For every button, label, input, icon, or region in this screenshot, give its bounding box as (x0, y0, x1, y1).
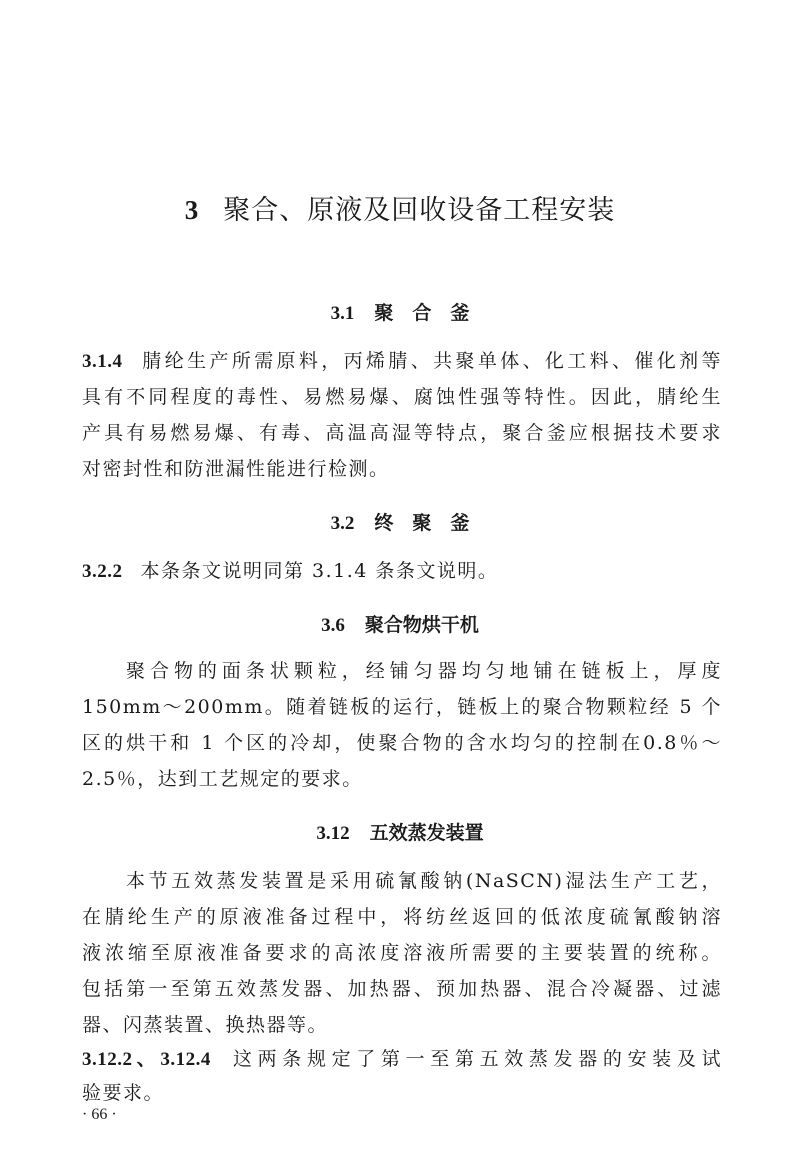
section-3-12-line-2: 在腈纶生产的原液准备过程中，将纺丝返回的低浓度硫氰酸钠溶 (82, 906, 722, 928)
section-3-6-line-4: 2.5％，达到工艺规定的要求。 (82, 768, 363, 790)
section-3-6-line-1: 聚合物的面条状颗粒，经铺匀器均匀地铺在链板上，厚度 (126, 660, 722, 682)
section-heading-3-2: 3.2 终 聚 釜 (330, 512, 470, 534)
section-heading-3-12: 3.12 五效蒸发装置 (316, 822, 484, 844)
chapter-title-text: 聚合、原液及回收设备工程安装 (223, 195, 616, 226)
clause-3-1-4-line-4: 对密封性和防泄漏性能进行检测。 (82, 458, 390, 480)
clause-3-1-4-line-1: 3.1.4 腈纶生产所需原料，丙烯腈、共聚单体、化工料、催化剂等 (82, 350, 722, 372)
chapter-title (0, 188, 800, 227)
clause-number: 3.2.2 (82, 561, 123, 582)
section-heading-3-6: 3.6 聚合物烘干机 (321, 614, 479, 636)
clause-3-1-4-line-3: 产具有易燃易爆、有毒、高温高湿等特点，聚合釜应根据技术要求 (82, 422, 722, 444)
clause-3-12-2-4-line-1: 3.12.2、3.12.4 这两条规定了第一至第五效蒸发器的安装及试 (82, 1048, 722, 1070)
section-3-6-line-2: 150mm～200mm。随着链板的运行，链板上的聚合物颗粒经 5 个 (82, 696, 722, 718)
clause-3-12-2-4-line-2: 验要求。 (82, 1082, 165, 1104)
clause-3-2-2: 3.2.2 本条条文说明同第 3.1.4 条条文说明。 (82, 560, 499, 582)
chapter-number: 3 (184, 195, 200, 225)
clause-number: 3.1.4 (82, 351, 123, 372)
section-3-12-line-4: 包括第一至第五效蒸发器、加热器、预加热器、混合冷凝器、过滤 (82, 978, 722, 1000)
section-heading-3-1: 3.1 聚 合 釜 (330, 302, 470, 324)
clause-number: 3.12.2、3.12.4 (82, 1049, 211, 1070)
page-number: · 66 · (82, 1106, 117, 1123)
section-3-6-line-3: 区的烘干和 1 个区的冷却，使聚合物的含水均匀的控制在0.8％～ (82, 732, 722, 754)
section-3-12-line-3: 液浓缩至原液准备要求的高浓度溶液所需要的主要装置的统称。 (82, 942, 722, 964)
clause-3-1-4-line-2: 具有不同程度的毒性、易燃易爆、腐蚀性强等特性。因此，腈纶生 (82, 386, 722, 408)
section-3-12-line-1: 本节五效蒸发装置是采用硫氰酸钠(NaSCN)湿法生产工艺， (126, 870, 722, 892)
section-3-12-line-5: 器、闪蒸装置、换热器等。 (82, 1014, 329, 1036)
